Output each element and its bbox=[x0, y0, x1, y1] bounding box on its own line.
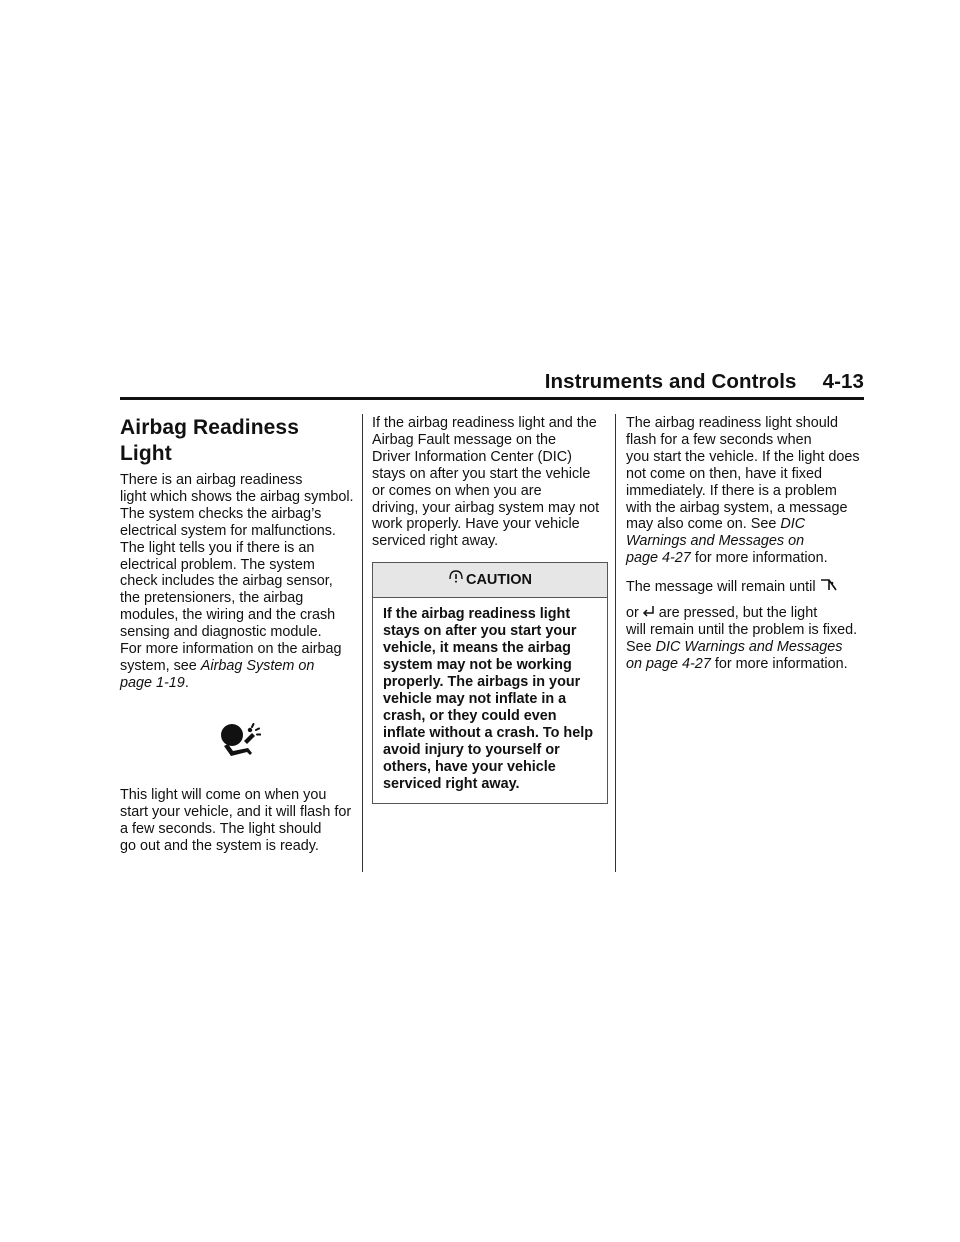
light-behavior-paragraph bbox=[120, 787, 356, 855]
ref-post: for more information. bbox=[710, 655, 848, 672]
header-rule bbox=[120, 397, 864, 400]
body-line: driving, your airbag system may not bbox=[372, 499, 600, 516]
intro-line: For more information on the airbag bbox=[120, 641, 342, 658]
caution-text bbox=[373, 598, 607, 803]
body-line: you start the vehicle. If the light does bbox=[626, 448, 860, 465]
body-line: with the airbag system, a message bbox=[626, 499, 848, 516]
caution-header bbox=[373, 563, 607, 598]
intro-line: The light tells you if there is an bbox=[120, 539, 315, 556]
caution-label: CAUTION bbox=[465, 571, 533, 588]
caution-warning-icon bbox=[448, 569, 464, 585]
page-number: 4-13 bbox=[822, 370, 864, 393]
body-line: Driver Information Center (DIC) bbox=[372, 448, 572, 465]
intro-paragraph bbox=[120, 472, 356, 692]
intro-line: There is an airbag readiness bbox=[120, 472, 303, 488]
airbag-symbol-area bbox=[120, 692, 356, 787]
caution-line: system may not be working bbox=[383, 657, 572, 674]
body-text: will remain until the problem is fixed. bbox=[626, 621, 858, 638]
ref-post: . bbox=[184, 674, 189, 691]
caution-line: vehicle may not inflate in a bbox=[383, 691, 567, 708]
intro-line: electrical problem. The system bbox=[120, 556, 315, 573]
fault-paragraph bbox=[372, 415, 608, 550]
dic-warnings-link[interactable]: DIC bbox=[780, 516, 806, 533]
caution-line: serviced right away. bbox=[383, 776, 520, 793]
body-line: not come on then, have it fixed bbox=[626, 465, 822, 482]
caution-line: others, have your vehicle bbox=[383, 759, 556, 776]
airbag-system-link[interactable]: Airbag System on bbox=[200, 657, 315, 674]
column-divider-2 bbox=[615, 414, 616, 872]
body-line: immediately. If there is a problem bbox=[626, 482, 837, 499]
dic-warnings-page-link[interactable]: on page 4-27 bbox=[626, 655, 711, 672]
body-line: serviced right away. bbox=[372, 533, 499, 550]
ref-text: See bbox=[626, 638, 656, 655]
caution-line: properly. The airbags in your bbox=[383, 674, 581, 691]
caution-line: inflate without a crash. To help bbox=[383, 725, 594, 742]
airbag-readiness-icon bbox=[217, 722, 261, 764]
caution-line: stays on after you start your bbox=[383, 623, 577, 640]
ref-text: may also come on. See bbox=[626, 516, 781, 533]
caution-line: crash, or they could even bbox=[383, 708, 557, 725]
intro-line: sensing and diagnostic module. bbox=[120, 624, 322, 641]
enter-arrow-icon bbox=[642, 605, 656, 619]
page-header bbox=[120, 370, 864, 394]
dic-warnings-page-link[interactable]: page 4-27 bbox=[626, 550, 691, 567]
caution-box bbox=[372, 562, 608, 804]
dic-warnings-link[interactable]: DIC Warnings and Messages bbox=[655, 638, 843, 655]
body-text: are pressed, but the light bbox=[658, 605, 818, 622]
body-line: or comes on when you are bbox=[372, 482, 542, 499]
airbag-off-icon bbox=[819, 577, 839, 593]
section-title: Instruments and Controls bbox=[544, 370, 797, 393]
body-line: a few seconds. The light should bbox=[120, 820, 322, 837]
body-line: This light will come on when you bbox=[120, 786, 327, 803]
column-3 bbox=[626, 415, 864, 673]
ref-text: system, see bbox=[120, 657, 201, 674]
body-line: stays on after you start the vehicle bbox=[372, 465, 591, 482]
airbag-system-page-link[interactable]: page 1-19 bbox=[120, 674, 185, 691]
body-line: The message will remain until bbox=[626, 579, 816, 596]
message-paragraph bbox=[626, 577, 864, 673]
ref-post: for more information. bbox=[690, 550, 828, 567]
column-2 bbox=[372, 415, 608, 804]
intro-line: modules, the wiring and the crash bbox=[120, 607, 336, 624]
body-line: go out and the system is ready. bbox=[120, 837, 319, 854]
section-heading: Airbag Readiness Light bbox=[120, 416, 299, 465]
body-line: The airbag readiness light should bbox=[626, 415, 838, 431]
body-line: flash for a few seconds when bbox=[626, 431, 812, 448]
body-line: If the airbag readiness light and the bbox=[372, 415, 597, 431]
dic-warnings-link[interactable]: Warnings and Messages on bbox=[626, 533, 805, 550]
caution-line: If the airbag readiness light bbox=[383, 606, 571, 623]
caution-line: avoid injury to yourself or bbox=[383, 742, 560, 759]
body-text: or bbox=[626, 605, 639, 622]
column-1 bbox=[120, 415, 356, 854]
column-divider-1 bbox=[362, 414, 363, 872]
intro-line: The system checks the airbag’s bbox=[120, 505, 322, 522]
intro-line: electrical system for malfunctions. bbox=[120, 522, 336, 539]
body-line: Airbag Fault message on the bbox=[372, 431, 556, 448]
intro-line: the pretensioners, the airbag bbox=[120, 590, 304, 607]
caution-line: vehicle, it means the airbag bbox=[383, 640, 571, 657]
intro-line: check includes the airbag sensor, bbox=[120, 573, 333, 590]
body-line: work properly. Have your vehicle bbox=[372, 516, 580, 533]
body-line: start your vehicle, and it will flash for bbox=[120, 803, 352, 820]
intro-line: light which shows the airbag symbol. bbox=[120, 488, 354, 505]
flash-paragraph bbox=[626, 415, 864, 567]
